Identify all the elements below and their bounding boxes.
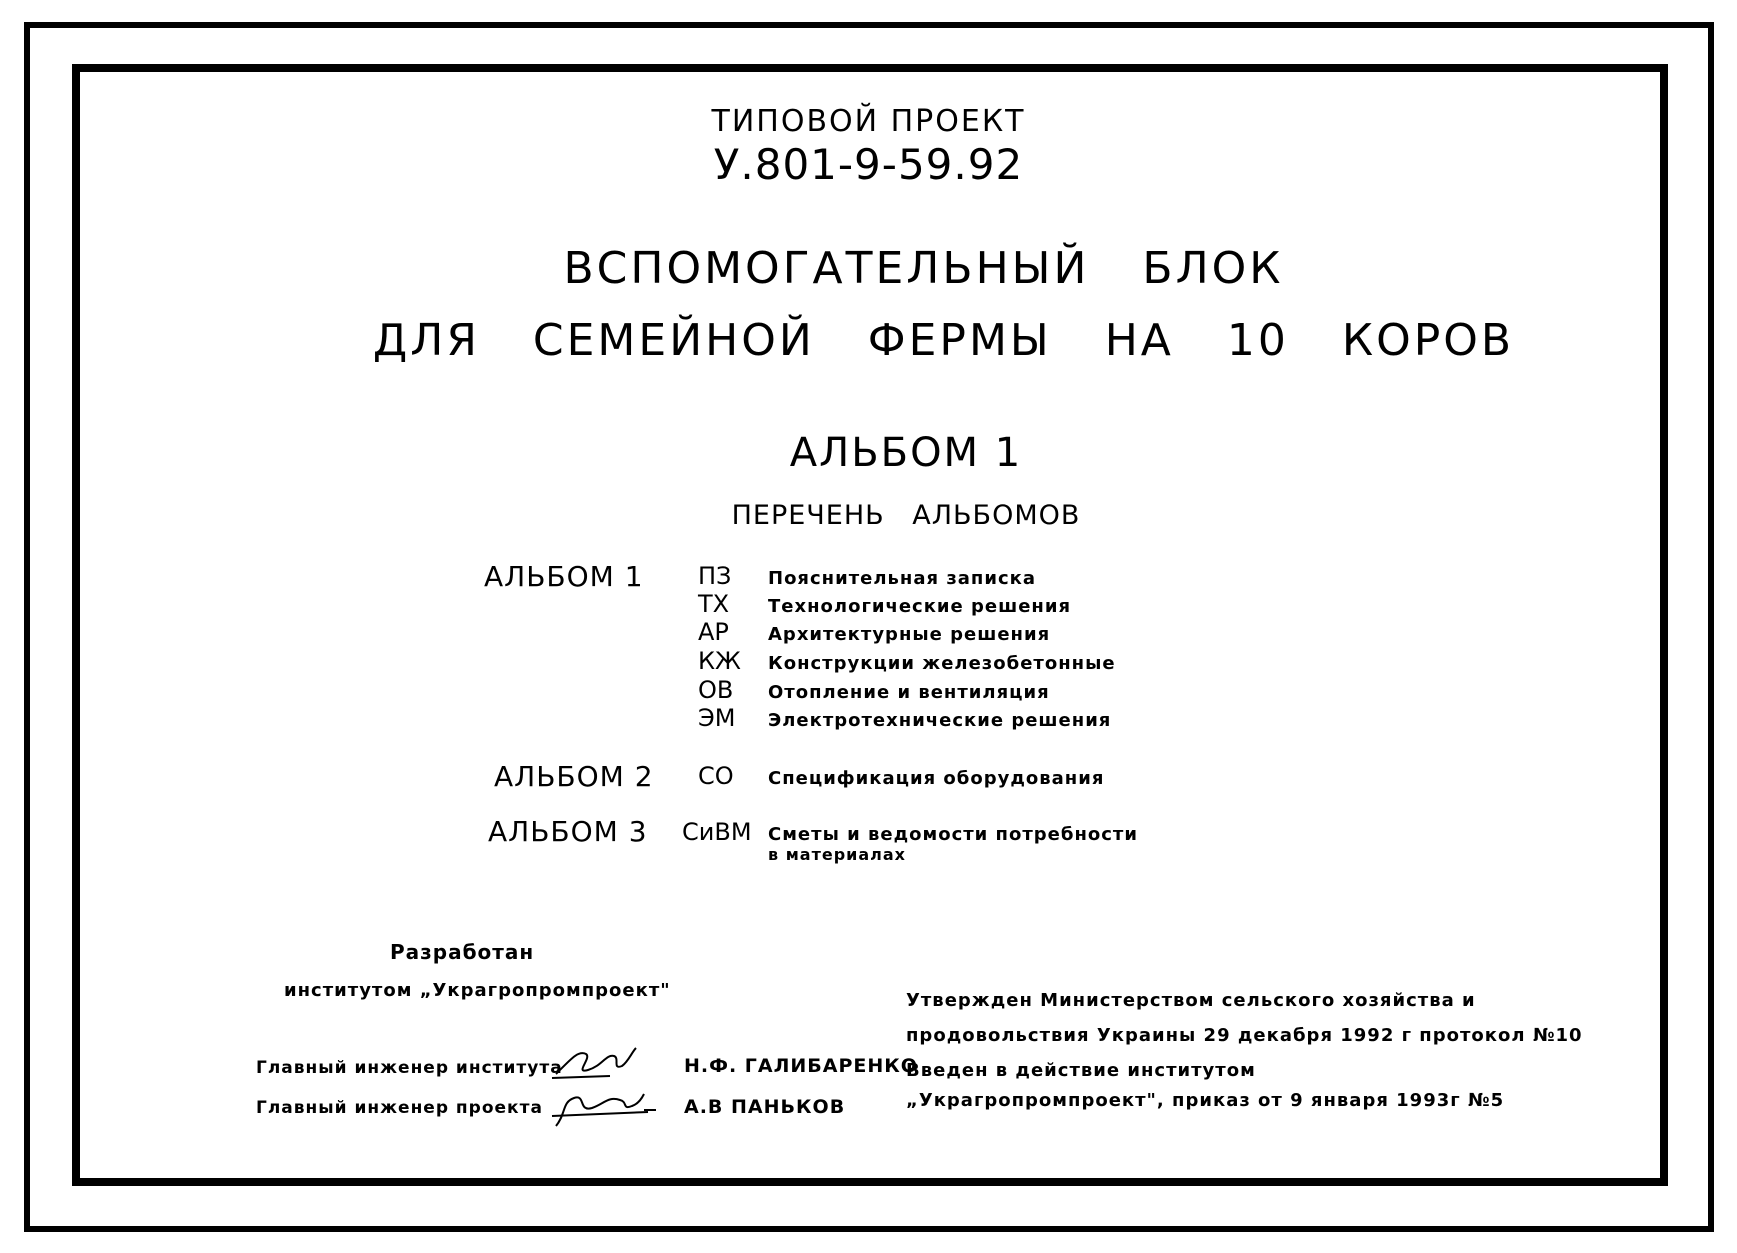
section-desc: Технологические решения (768, 596, 1072, 617)
developer-label: Разработан (390, 940, 535, 964)
approval-line1: Утвержден Министерством сельского хозяйства и (906, 990, 1476, 1011)
approval-line3: Введен в действие институтом (906, 1060, 1256, 1081)
signature-chief-engineer (550, 1040, 640, 1082)
album-1-label: АЛЬБОМ 1 (484, 560, 644, 593)
section-code: СиВМ (682, 818, 752, 846)
section-code: ОВ (698, 676, 734, 704)
title-line1: ВСПОМОГАТЕЛЬНЫЙ БЛОК (563, 243, 1284, 294)
section-desc: Спецификация оборудования (768, 768, 1105, 789)
section-code: СО (698, 762, 734, 790)
section-code: ПЗ (698, 562, 732, 590)
title-line2: ДЛЯ СЕМЕЙНОЙ ФЕРМЫ НА 10 КОРОВ (372, 315, 1515, 366)
developer-institute: институтом „Украгропромпроект" (284, 980, 671, 1001)
album-title: АЛЬБОМ 1 (789, 430, 1023, 476)
section-desc-cont: в материалах (768, 845, 906, 864)
approval-line2: продовольствия Украины 29 декабря 1992 г протокол №10 (906, 1025, 1583, 1046)
signature-project-engineer (548, 1080, 658, 1136)
album-3-label: АЛЬБОМ 3 (488, 815, 648, 848)
section-desc: Пояснительная записка (768, 568, 1037, 589)
project-number: У.801-9-59.92 (713, 140, 1024, 189)
section-desc: Сметы и ведомости потребности (768, 824, 1138, 845)
signatory-role: Главный инженер института (256, 1058, 563, 1078)
signatory-name: А.В ПАНЬКОВ (684, 1096, 846, 1118)
approval-line4: „Украгропромпроект", приказ от 9 января 1993г №5 (906, 1090, 1505, 1111)
signatory-name: Н.Ф. ГАЛИБАРЕНКО (684, 1055, 918, 1077)
section-code: АР (698, 618, 729, 646)
section-desc: Архитектурные решения (768, 624, 1051, 645)
section-code: ЭМ (698, 704, 736, 732)
section-code: КЖ (698, 647, 741, 675)
signatory-role: Главный инженер проекта (256, 1098, 543, 1118)
section-desc: Электротехнические решения (768, 710, 1112, 731)
section-desc: Отопление и вентиляция (768, 682, 1050, 703)
project-type: ТИПОВОЙ ПРОЕКТ (711, 104, 1026, 139)
section-desc: Конструкции железобетонные (768, 653, 1116, 674)
album-2-label: АЛЬБОМ 2 (494, 760, 654, 793)
album-list-title: ПЕРЕЧЕНЬ АЛЬБОМОВ (731, 500, 1081, 531)
section-code: ТХ (698, 590, 730, 618)
